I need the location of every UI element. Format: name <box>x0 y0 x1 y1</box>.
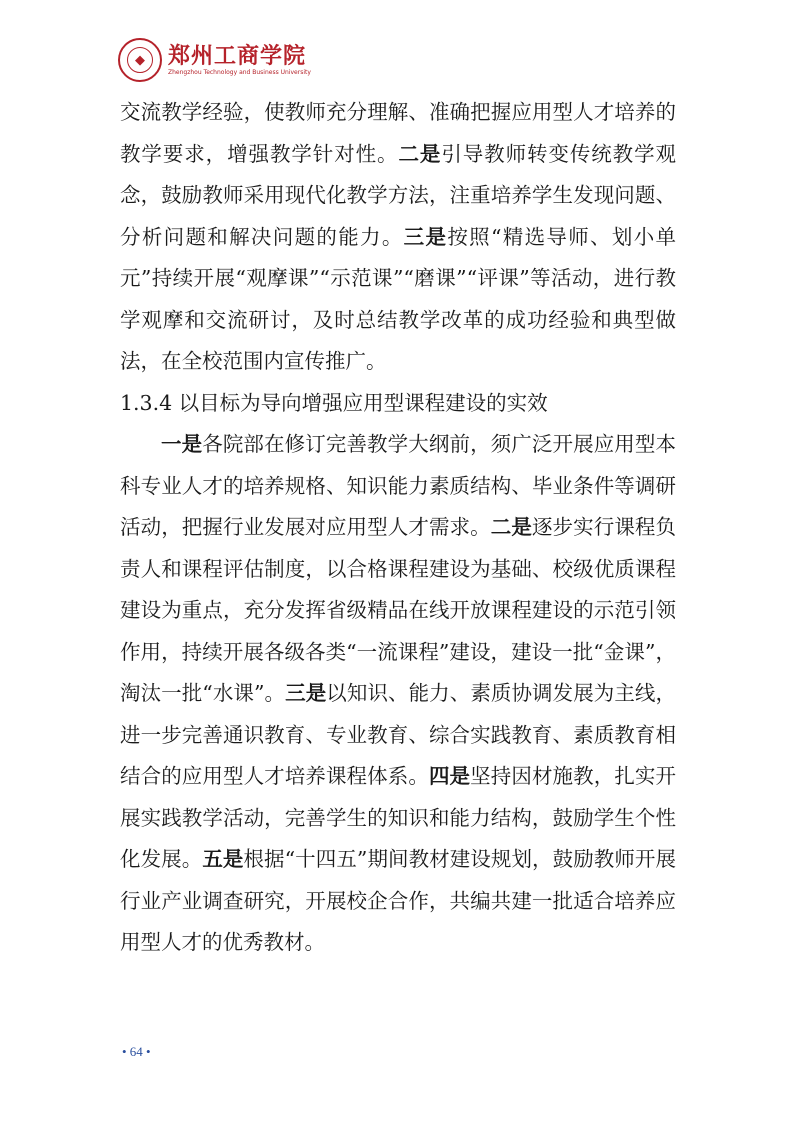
bold-marker: 二是 <box>398 141 442 166</box>
paragraph-1 <box>120 92 676 383</box>
school-name-block <box>168 43 311 77</box>
bold-marker: 三是 <box>285 681 327 705</box>
bold-marker: 一是 <box>161 432 203 456</box>
school-name: 郑州工商学院 <box>168 43 307 69</box>
paragraph-2 <box>120 424 676 964</box>
text-run: 以知识、能力、素质协调发展为主线，进一步完善通识教育、专业教育、综合实践教育、素质教育相结合的应用型人才培养课程体系。 <box>120 681 676 788</box>
text-run: 坚持因材施教，扎实开展实践教学活动，完善学生的知识和能力结构，鼓励学生个性化发展。 <box>120 764 677 871</box>
bold-marker: 四是 <box>428 764 471 788</box>
text-run: 根据“十四五”期间教材建设规划，鼓励教师开展行业产业调查研究，开展校企合作，共编共建一批适合培养应用型人才的优秀教材。 <box>120 847 677 954</box>
text-run: 按照“精选导师、划小单元”持续开展“观摩课”“示范课”“磨课”“评课”等活动，进行教学观摩和交流研讨，及时总结教学改革的成功经验和典型做法，在全校范围内宣传推广。 <box>120 224 677 373</box>
text-run: 各院部在修订完善教学大纲前，须广泛开展应用型本科专业人才的培养规格、知识能力素质结构、毕业条件等调研活动，把握行业发展对应用型人才需求。 <box>120 432 677 539</box>
text-run: 逐步实行课程负责人和课程评估制度，以合格课程建设为基础、校级优质课程建设为重点，充分发挥省级精品在线开放课程建设的示范引领作用，持续开展各级各类“一流课程”建设，建设一批“金课”，淘汰一批“水课”。 <box>120 515 677 705</box>
school-name-en: Zhengzhou Technology and Business University <box>168 69 311 76</box>
bold-marker: 五是 <box>202 847 244 871</box>
text-run: 引导教师转变传统教学观念，鼓励教师采用现代化教学方法，注重培养学生发现问题、分析问题和解决问题的能力。 <box>120 141 677 249</box>
bold-marker: 二是 <box>490 515 532 539</box>
section-heading: 1.3.4 以目标为导向增强应用型课程建设的实效 <box>120 390 548 415</box>
seal-center: ◆ <box>127 47 153 73</box>
bold-marker: 三是 <box>403 224 448 249</box>
university-seal-logo <box>118 38 162 82</box>
page-header <box>118 36 311 84</box>
page-number: • 64 • <box>122 1044 151 1059</box>
document-body <box>120 92 676 964</box>
text-run: 交流教学经验，使教师充分理解、准确把握应用型人才培养的教学要求，增强教学针对性。 <box>120 100 676 166</box>
